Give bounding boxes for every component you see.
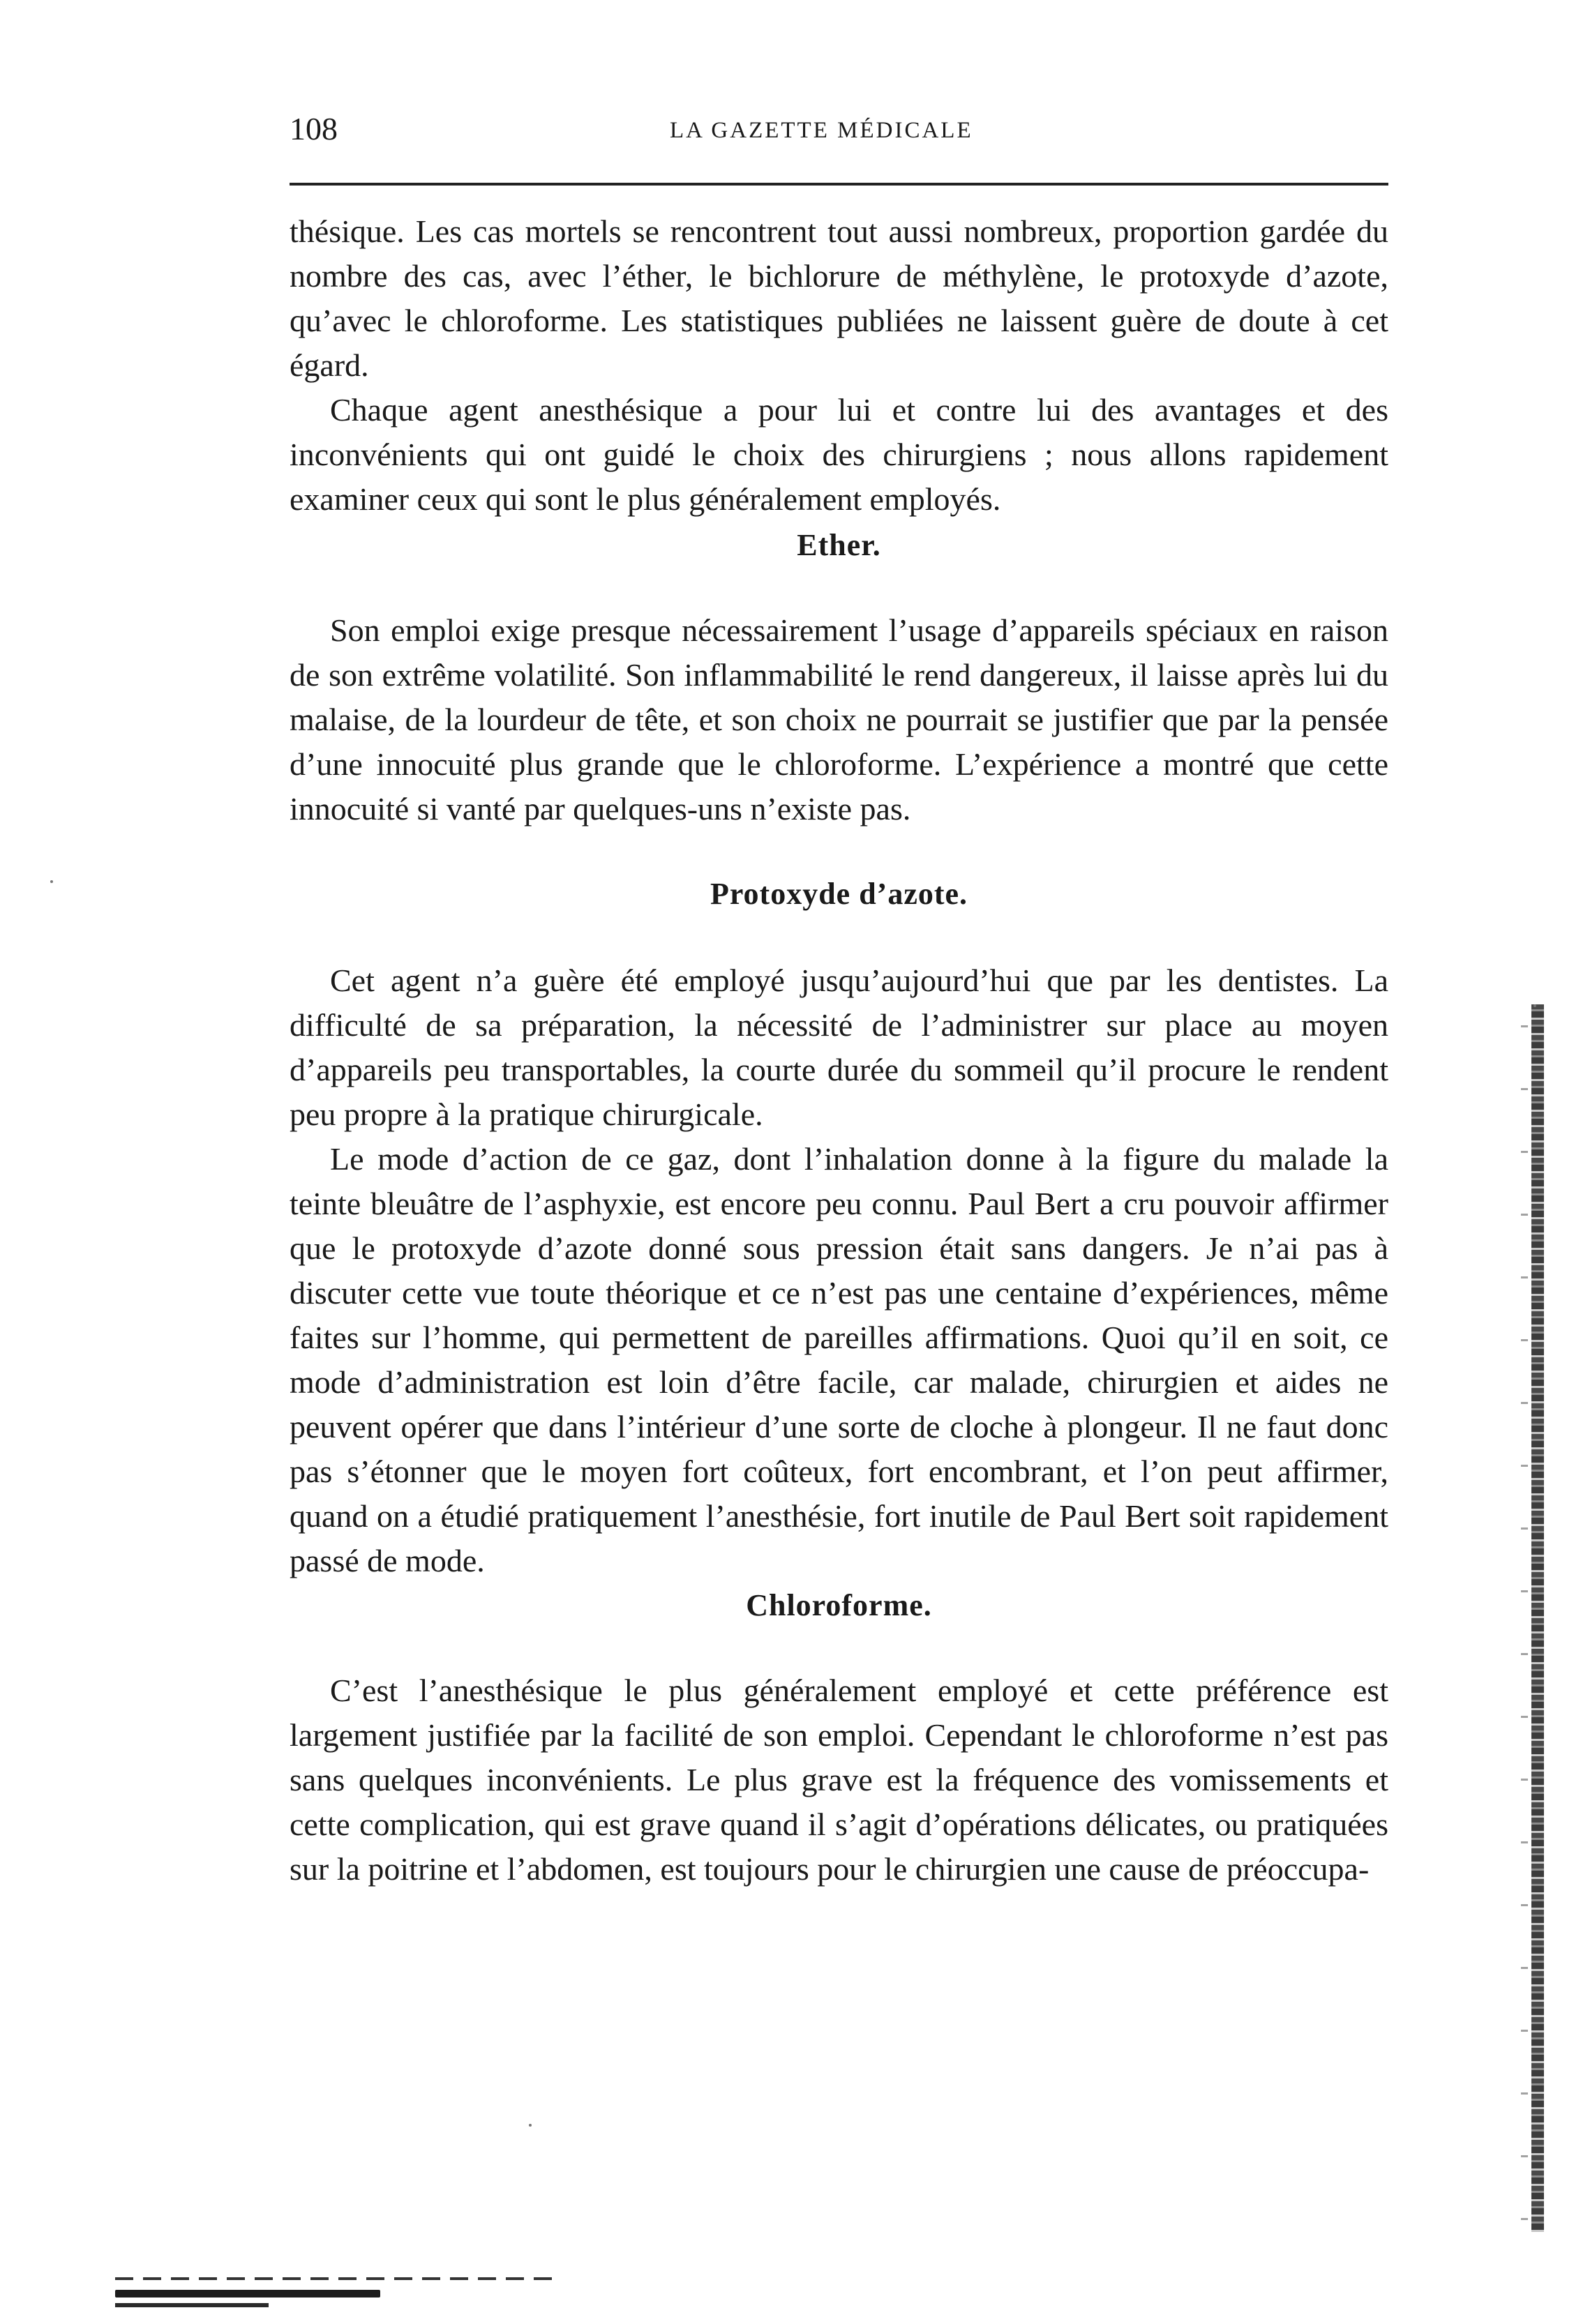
scan-speck [1533, 1004, 1536, 1007]
intro-paragraph-continued: thésique. Les cas mortels se rencontrent tout aussi nombreux, proportion gardée du nombre des cas, avec l’éther, le bichlorure de méthylène, le protoxyde d’azote, qu’avec le chloroforme. Les statistiques publiées ne laissent guère de doute à cet égard. [290, 213, 1388, 383]
running-title: LA GAZETTE MÉDICALE [670, 118, 973, 143]
protoxyde-paragraph-2: Le mode d’action de ce gaz, dont l’inhalation donne à la figure du malade la teinte bleuâtre de l’asphyxie, est encore peu connu. Paul Bert a cru pouvoir affirmer que le protoxyde d’azote donné sous pression était sans dangers. Je n’ai pas à discuter cette vue toute théorique et ce n’est pas une centaine d’expériences, même faites sur l’homme, qui permettent de pareilles affirmations. Quoi qu’il en soit, ce mode d’administration est loin d’être facile, car malade, chirurgien et aides ne peuvent opérer que dans l’intérieur d’une sorte de cloche à plongeur. Il ne faut donc pas s’étonner que le moyen fort coûteux, fort encombrant, et l’on peut affirmer, quand on a étudié pratiquement l’anesthésie, fort inutile de Paul Bert soit rapidement passé de mode. [290, 1141, 1388, 1578]
ether-paragraph: Son emploi exige presque nécessairement l’usage d’appareils spéciaux en raison de son extrême volatilité. Son inflammabilité le rend dangereux, il laisse après lui du malaise, de la lourdeur de tête, et son choix ne pourrait se justifier que par la pensée d’une innocuité plus grande que le chloroforme. L’expérience a montré que cette innocuité si vanté par quelques-uns n’existe pas. [290, 612, 1388, 827]
section-heading-ether: Ether. [797, 528, 881, 562]
header-rule [290, 183, 1388, 186]
scan-footer-mark [115, 2290, 380, 2297]
chloroforme-paragraph: C’est l’anesthésique le plus généralement employé et cette préférence est largement justifiée par la facilité de son emploi. Cependant le chloroforme n’est pas sans quelques inconvénients. Le plus grave est la fréquence des vomissements et cette complication, qui est grave quand il s’agit d’opérations délicates, ou pratiquées sur la poitrine et l’abdomen, est toujours pour le chirurgien une cause de préoccupa- [290, 1673, 1388, 1887]
scan-speck [50, 880, 53, 883]
page-number: 108 [290, 111, 338, 146]
scan-footer-mark [115, 2277, 562, 2280]
intro-paragraph: Chaque agent anesthésique a pour lui et contre lui des avantages et des inconvénients qui ont guidé le choix des chirurgiens ; nous allons rapidement examiner ceux qui sont le plus généralement employés. [290, 392, 1388, 517]
section-heading-protoxyde: Protoxyde d’azote. [710, 877, 968, 911]
scan-speck [529, 2124, 532, 2127]
scan-edge-specks [1521, 997, 1528, 2246]
scan-footer-mark [115, 2303, 269, 2307]
scan-edge-shadow [1531, 1004, 1544, 2232]
section-heading-chloroforme: Chloroforme. [746, 1588, 932, 1622]
protoxyde-paragraph-1: Cet agent n’a guère été employé jusqu’aujourd’hui que par les dentistes. La difficulté de sa préparation, la nécessité de l’administrer sur place au moyen d’appareils peu transportables, la courte durée du sommeil qu’il procure le rendent peu propre à la pratique chirurgicale. [290, 963, 1388, 1132]
body-text [290, 209, 1388, 1892]
